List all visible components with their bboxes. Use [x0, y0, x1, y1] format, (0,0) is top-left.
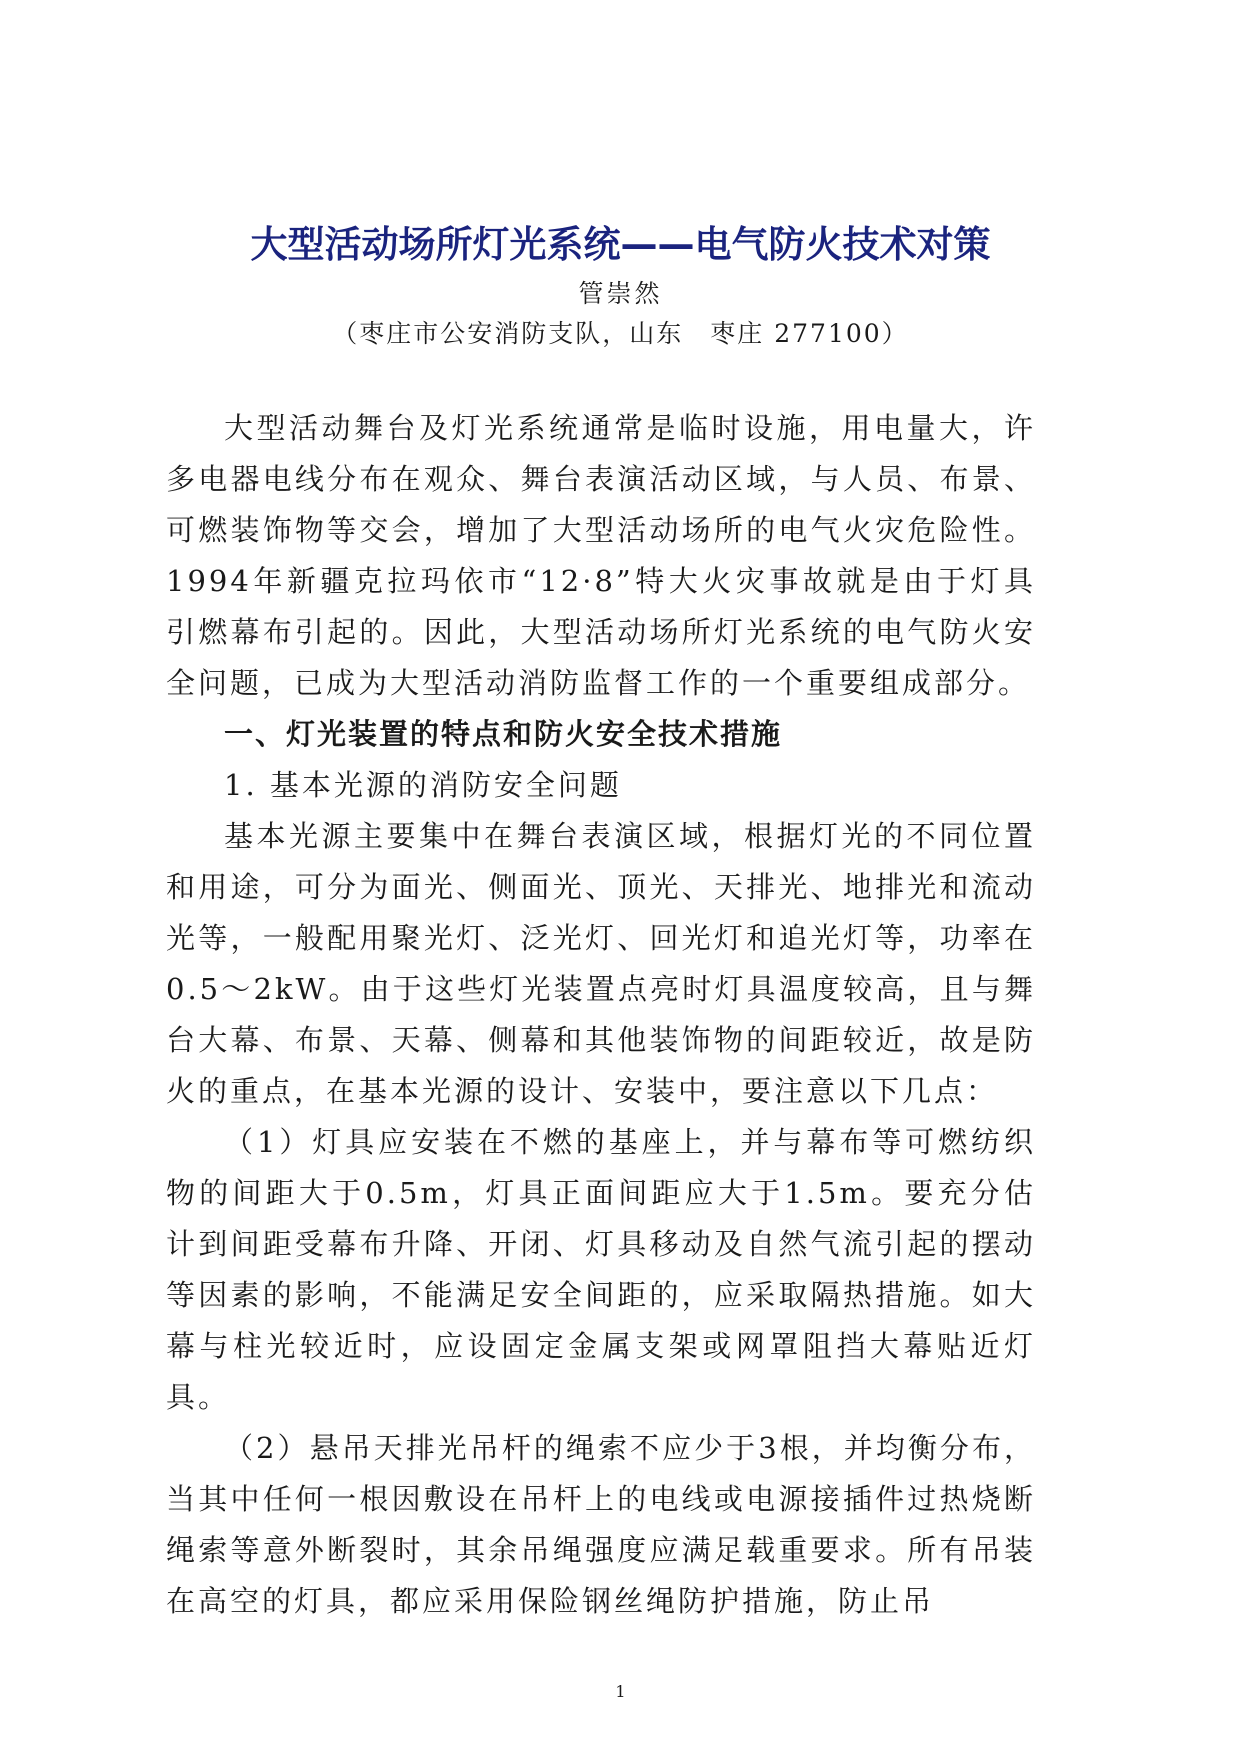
document-body	[166, 403, 1036, 1627]
document-title: 大型活动场所灯光系统——电气防火技术对策	[250, 223, 991, 266]
page-number: 1	[615, 1682, 626, 1701]
list-item-2: （2）悬吊天排光吊杆的绳索不应少于3根，并均衡分布，当其中任何一根因敷设在吊杆上的电线或电源接插件过热烧断绳索等意外断裂时，其余吊绳强度应满足载重要求。所有吊装在高空的灯具，都应采用保险钢丝绳防护措施，防止吊	[166, 1431, 1036, 1618]
list-item-1: （1）灯具应安装在不燃的基座上，并与幕布等可燃纺织物的间距大于0.5m，灯具正面间距应大于1.5m。要充分估计到间距受幕布升降、开闭、灯具移动及自然气流引起的摆动等因素的影响，不能满足安全间距的，应采取隔热措施。如大幕与柱光较近时，应设固定金属支架或网罩阻挡大幕贴近灯具。	[166, 1125, 1036, 1414]
author-name: 管崇然	[578, 279, 663, 308]
body-paragraph: 基本光源主要集中在舞台表演区域，根据灯光的不同位置和用途，可分为面光、侧面光、顶光、天排光、地排光和流动光等，一般配用聚光灯、泛光灯、回光灯和追光灯等，功率在0.5～2kW。由于这些灯光装置点亮时灯具温度较高，且与舞台大幕、布景、天幕、侧幕和其他装饰物的间距较近，故是防火的重点，在基本光源的设计、安装中，要注意以下几点：	[166, 819, 1036, 1108]
subsection-heading-1: 1. 基本光源的消防安全问题	[224, 768, 622, 802]
section-heading-1: 一、灯光装置的特点和防火安全技术措施	[224, 717, 783, 751]
intro-paragraph: 大型活动舞台及灯光系统通常是临时设施，用电量大，许多电器电线分布在观众、舞台表演活动区域，与人员、布景、可燃装饰物等交会，增加了大型活动场所的电气火灾危险性。1994年新疆克拉玛依市“12·8”特大火灾事故就是由于灯具引燃幕布引起的。因此，大型活动场所灯光系统的电气防火安全问题，已成为大型活动消防监督工作的一个重要组成部分。	[166, 411, 1036, 700]
author-affiliation: （枣庄市公安消防支队，山东 枣庄 277100）	[332, 319, 909, 348]
